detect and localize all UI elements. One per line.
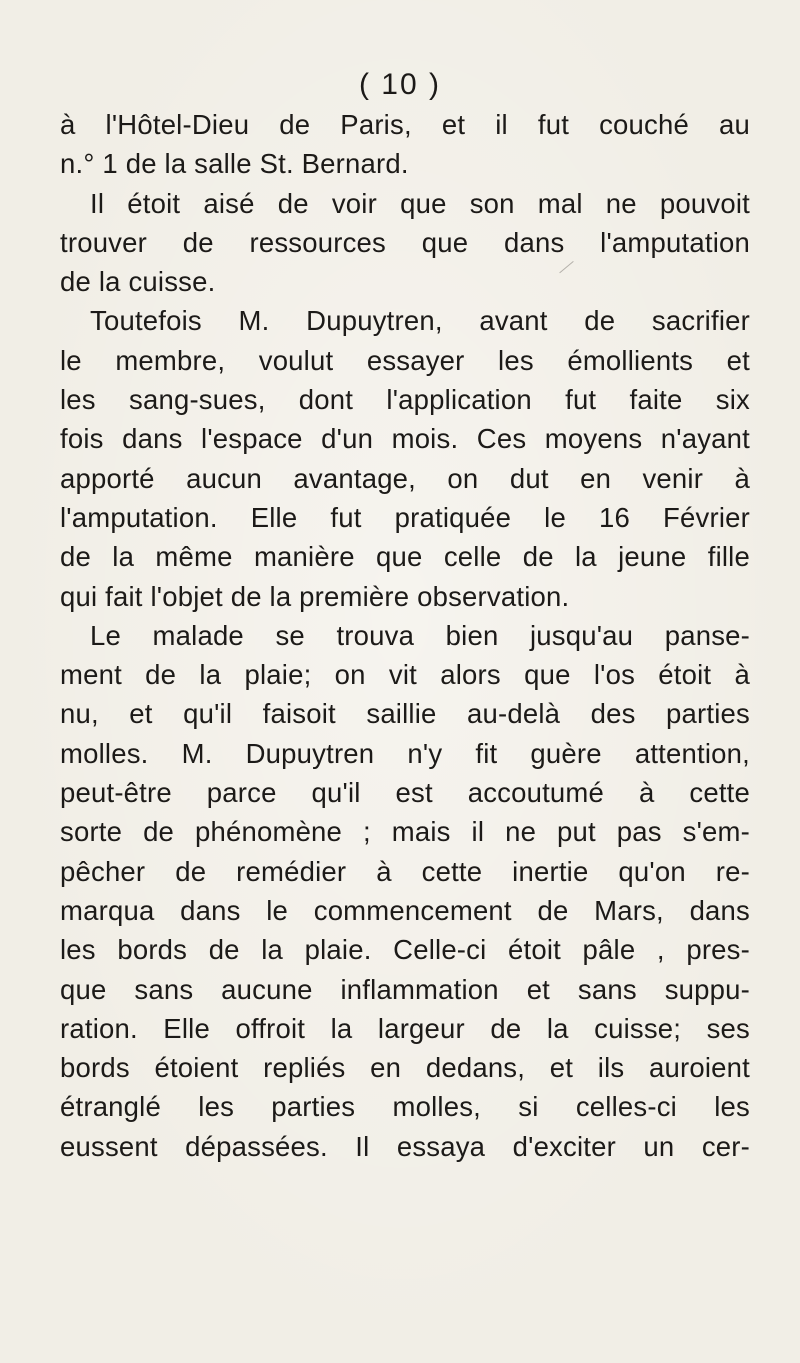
text-line: Toutefois M. Dupuytren, avant de sacrifier (90, 305, 750, 337)
text-line: Le malade se trouva bien jusqu'au panse- (90, 619, 750, 651)
text-line: bords étoient repliés en dedans, et ils auroient (60, 1052, 750, 1084)
text-line: eussent dépassées. Il essaya d'exciter un cer- (60, 1130, 750, 1162)
text-line: molles. M. Dupuytren n'y fit guère attention, (60, 737, 750, 769)
page-number: ( 10 ) (358, 68, 442, 101)
body-text (60, 105, 750, 1166)
text-line: marqua dans le commencement de Mars, dans (60, 894, 750, 926)
text-line: qui fait l'objet de la première observation. (60, 580, 570, 612)
text-line: Il étoit aisé de voir que son mal ne pouvoit (90, 187, 750, 219)
text-line: nu, et qu'il faisoit saillie au-delà des parties (60, 698, 750, 730)
text-line: pêcher de remédier à cette inertie qu'on re- (60, 855, 750, 887)
text-line: ment de la plaie; on vit alors que l'os étoit à (60, 659, 750, 691)
text-line: sorte de phénomène ; mais il ne put pas s'em- (60, 816, 750, 848)
text-line: l'amputation. Elle fut pratiquée le 16 Février (60, 501, 750, 533)
text-line: de la même manière que celle de la jeune fille (60, 541, 750, 573)
text-line: ration. Elle offroit la largeur de la cuisse; ses (60, 1012, 750, 1044)
text-line: fois dans l'espace d'un mois. Ces moyens n'ayant (60, 423, 750, 455)
text-line: à l'Hôtel-Dieu de Paris, et il fut couché au (60, 109, 750, 140)
text-line: peut-être parce qu'il est accoutumé à cette (60, 777, 750, 809)
text-line: apporté aucun avantage, on dut en venir à (60, 462, 750, 494)
text-line: que sans aucune inflammation et sans suppu- (60, 973, 750, 1005)
text-line: trouver de ressources que dans l'amputation (60, 226, 750, 258)
text-line: étranglé les parties molles, si celles-ci les (60, 1091, 750, 1123)
text-line: les sang-sues, dont l'application fut faite six (60, 384, 750, 416)
text-line: les bords de la plaie. Celle-ci étoit pâle , pres- (60, 934, 750, 966)
text-line: n.° 1 de la salle St. Bernard. (60, 148, 409, 180)
text-line: de la cuisse. (60, 266, 216, 298)
text-line: le membre, voulut essayer les émollients et (60, 344, 750, 376)
